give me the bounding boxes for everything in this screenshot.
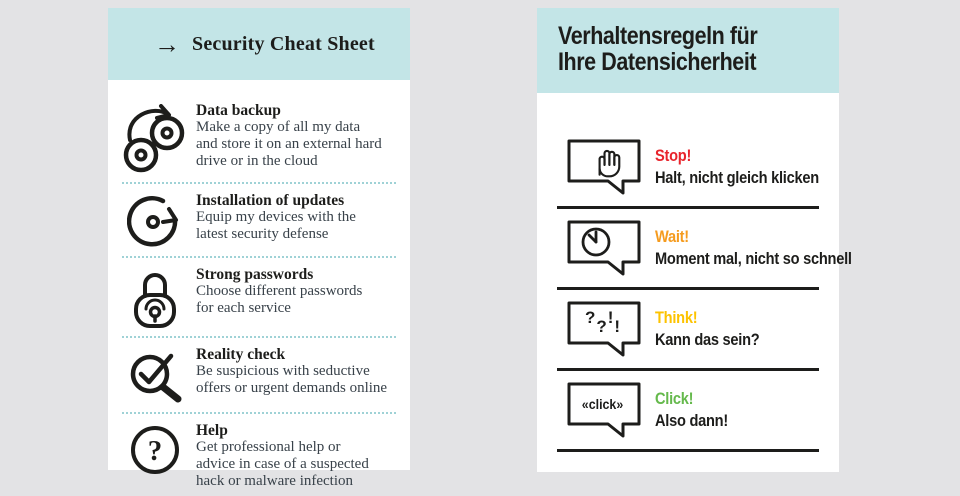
think-bubble-icon xyxy=(567,301,641,357)
item-description: Get professional help or advice in case of a suspected hack or malware infection xyxy=(196,439,369,490)
padlock-icon xyxy=(122,266,188,330)
item-description: Equip my devices with the latest security defense xyxy=(196,209,356,243)
magnifier-check-icon xyxy=(122,346,188,406)
rule-item-wait xyxy=(557,209,852,290)
left-card-title: Security Cheat Sheet xyxy=(192,32,375,55)
item-title: Data backup xyxy=(196,102,281,119)
question-circle-icon xyxy=(122,422,188,476)
click-bubble-label: «click» xyxy=(582,396,624,412)
rule-keyword: Click! xyxy=(655,389,694,409)
list-item-passwords xyxy=(122,258,396,338)
item-title: Strong passwords xyxy=(196,266,314,283)
rule-item-click xyxy=(557,371,819,452)
backup-discs-icon xyxy=(122,102,188,176)
left-card-header xyxy=(108,8,410,80)
right-card-title-line2: Ihre Datensicherheit xyxy=(558,48,757,76)
rule-item-stop xyxy=(557,93,819,209)
wait-clock-bubble-icon xyxy=(567,220,641,276)
item-description: Make a copy of all my data and store it on an external hard drive or in the cloud xyxy=(196,119,382,170)
rule-text: Moment mal, nicht so schnell xyxy=(655,248,852,268)
rule-keyword: Wait! xyxy=(655,227,689,247)
item-description: Choose different passwords for each service xyxy=(196,283,363,317)
item-title: Installation of updates xyxy=(196,192,345,209)
right-card-body xyxy=(537,93,852,452)
question-glyph: ? xyxy=(147,435,163,467)
rule-keyword: Stop! xyxy=(655,146,692,166)
think-bubble-chars: ? ? ! ! xyxy=(584,308,622,336)
right-card-title-line1: Verhaltensregeln für xyxy=(558,22,758,50)
arrow-icon: → xyxy=(154,29,180,59)
click-bubble-icon xyxy=(567,382,641,438)
rule-text: Halt, nicht gleich klicken xyxy=(655,167,819,187)
list-item-data-backup xyxy=(122,94,396,184)
left-card-body xyxy=(108,80,410,496)
stop-hand-bubble-icon xyxy=(567,139,641,195)
right-card-header xyxy=(537,8,839,93)
rule-keyword: Think! xyxy=(655,308,698,328)
rule-text: Also dann! xyxy=(655,410,728,430)
list-item-help xyxy=(122,414,396,496)
update-arrow-icon xyxy=(122,192,188,250)
item-description: Be suspicious with seductive offers or urgent demands online xyxy=(196,363,388,397)
rule-text: Kann das sein? xyxy=(655,329,760,349)
list-item-reality-check xyxy=(122,338,396,414)
item-title: Help xyxy=(196,422,228,439)
list-item-updates xyxy=(122,184,396,258)
rule-item-think xyxy=(557,290,819,371)
security-cheat-sheet-card xyxy=(108,8,410,490)
verhaltensregeln-card xyxy=(537,8,852,472)
item-title: Reality check xyxy=(196,346,286,363)
